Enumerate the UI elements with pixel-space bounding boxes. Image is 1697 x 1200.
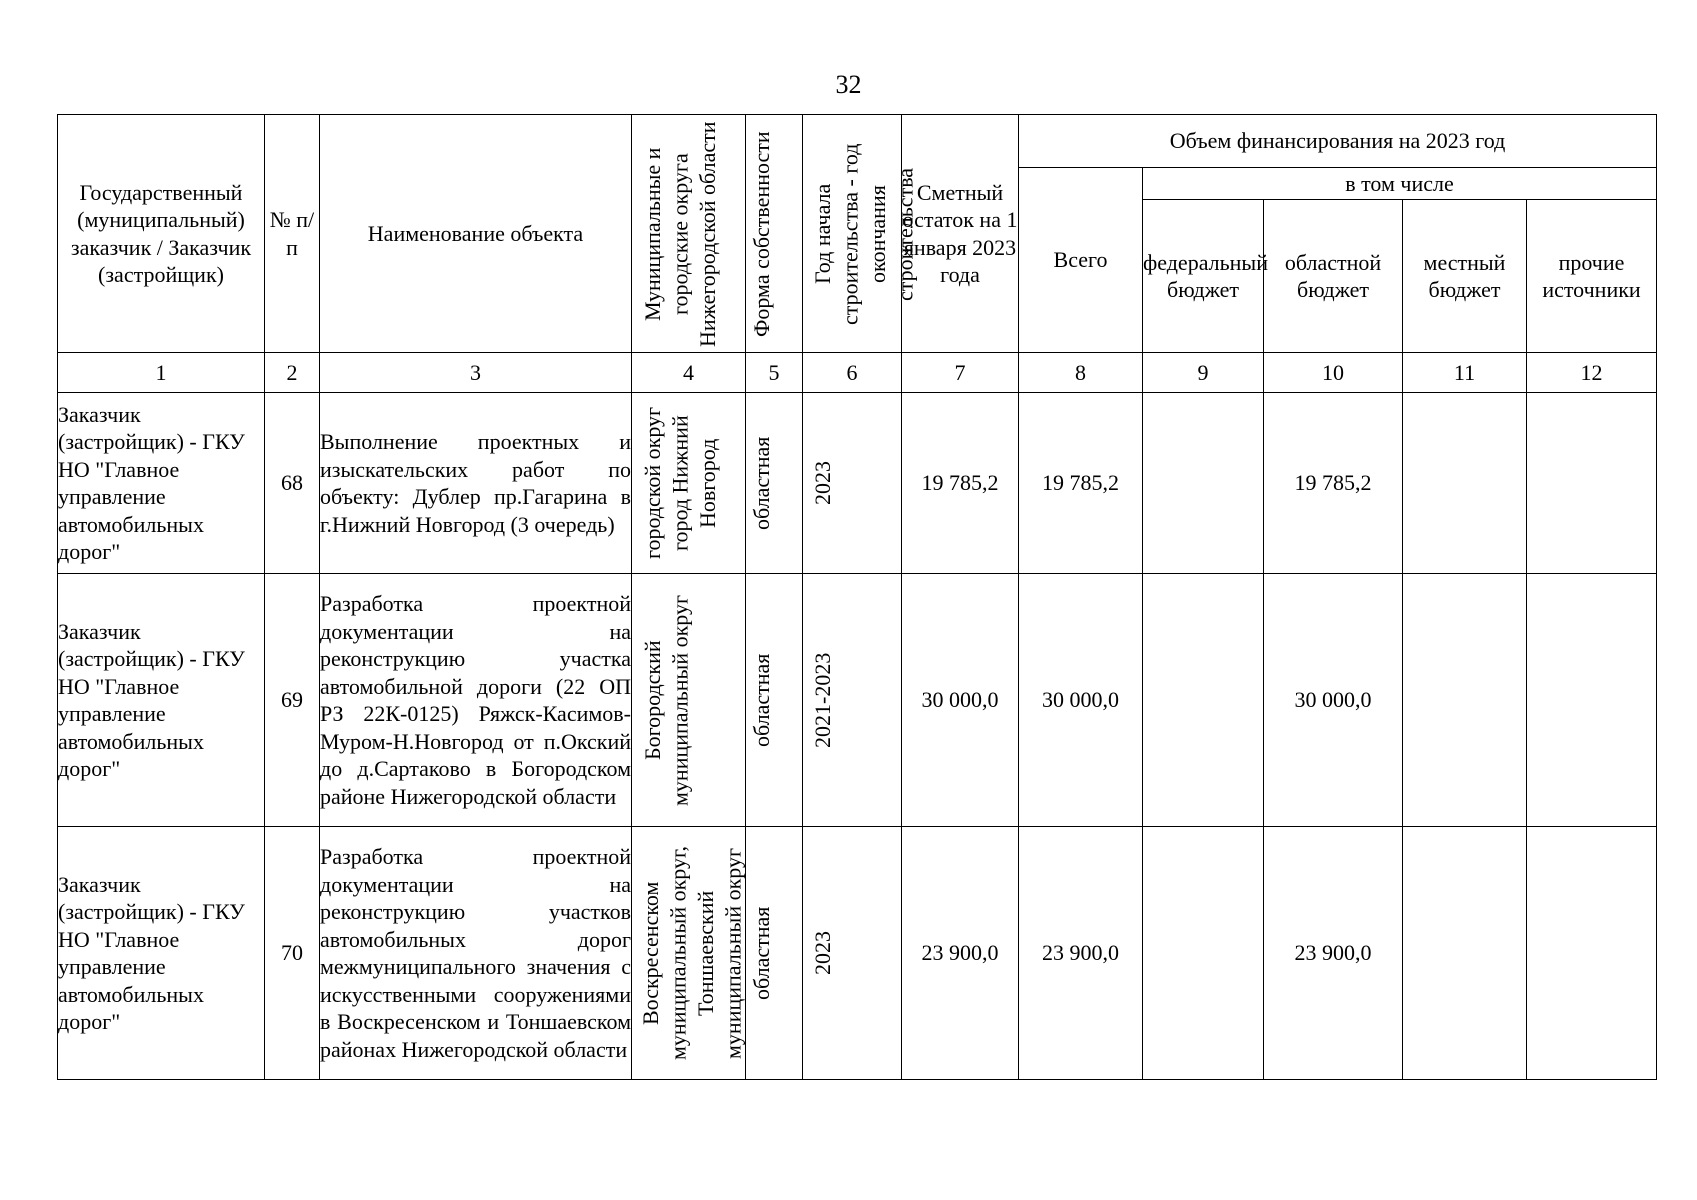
header-ownership-text: Форма собственности	[749, 130, 774, 337]
row-municipal	[632, 827, 746, 1080]
row-local	[1403, 574, 1527, 827]
row-regional: 19 785,2	[1264, 393, 1403, 574]
column-number-row	[58, 353, 1657, 393]
header-federal: федеральный бюджет	[1143, 200, 1264, 353]
row-ownership-text: областная	[749, 653, 774, 747]
row-regional: 30 000,0	[1264, 574, 1403, 827]
table-row	[58, 827, 1657, 1080]
header-regional: областной бюджет	[1264, 200, 1403, 353]
col-num-11: 11	[1403, 353, 1527, 393]
row-total: 30 000,0	[1019, 574, 1143, 827]
header-financing: Объем финансирования на 2023 год	[1019, 115, 1657, 168]
row-num: 70	[265, 827, 320, 1080]
row-years-text: 2023	[810, 461, 835, 505]
header-local: местный бюджет	[1403, 200, 1527, 353]
row-federal	[1143, 393, 1264, 574]
row-local	[1403, 393, 1527, 574]
row-years	[803, 827, 902, 1080]
header-including: в том числе	[1143, 168, 1657, 200]
header-object-name: Наименование объекта	[320, 115, 632, 353]
header-customer: Государственный (муниципальный) заказчик / Заказчик (застройщик)	[58, 115, 265, 353]
header-years-text: Год начала строительства - год окончания строительства	[810, 142, 918, 325]
row-municipal-text: Богородский муниципальный округ	[639, 594, 692, 806]
row-municipal	[632, 574, 746, 827]
row-num: 68	[265, 393, 320, 574]
row-ownership	[746, 827, 803, 1080]
row-ownership-text: областная	[749, 436, 774, 530]
row-other	[1527, 574, 1657, 827]
col-num-10: 10	[1264, 353, 1403, 393]
col-num-2: 2	[265, 353, 320, 393]
row-municipal	[632, 393, 746, 574]
row-customer: Заказчик (застройщик) - ГКУ НО "Главное управление автомобильных дорог"	[58, 393, 265, 574]
row-municipal-text: Воскресенском муниципальный округ, Тоншаевский муниципальный округ	[637, 845, 745, 1061]
row-federal	[1143, 574, 1264, 827]
row-object: Разработка проектной документации на реконструкцию участка автомобильной дороги (22 ОП РЗ 22К-0125) Ряжск-Касимов-Муром-Н.Новгород от п.Окский до д.Сартаково в Богородском районе Нижегородской области	[320, 574, 632, 827]
row-other	[1527, 827, 1657, 1080]
row-other	[1527, 393, 1657, 574]
header-municipal-text: Муниципальные и городские округа Нижегородской области	[639, 120, 720, 347]
table-row	[58, 393, 1657, 574]
row-ownership	[746, 574, 803, 827]
row-ownership	[746, 393, 803, 574]
col-num-8: 8	[1019, 353, 1143, 393]
header-municipal	[632, 115, 746, 353]
header-years	[803, 115, 918, 353]
investment-table	[57, 114, 1657, 1080]
table-row	[58, 574, 1657, 827]
row-object: Разработка проектной документации на реконструкцию участков автомобильных дорог межмуниципального значения с искусственными сооружениями в Воскресенском и Тоншаевском районах Нижегородской области	[320, 827, 632, 1080]
row-years-text: 2023	[810, 931, 835, 975]
header-num: № п/п	[265, 115, 320, 353]
header-total: Всего	[1019, 168, 1143, 353]
row-ownership-text: областная	[749, 906, 774, 1000]
row-local	[1403, 827, 1527, 1080]
row-num: 69	[265, 574, 320, 827]
row-years	[803, 574, 902, 827]
row-object: Выполнение проектных и изыскательских работ по объекту: Дублер пр.Гагарина в г.Нижний Новгород (3 очередь)	[320, 393, 632, 574]
row-customer: Заказчик (застройщик) - ГКУ НО "Главное управление автомобильных дорог"	[58, 574, 265, 827]
col-num-7: 7	[902, 353, 1019, 393]
row-estimate: 19 785,2	[902, 393, 1019, 574]
row-municipal-text: городской округ город Нижний Новгород	[639, 406, 720, 560]
row-total: 19 785,2	[1019, 393, 1143, 574]
header-other: прочие источники	[1527, 200, 1657, 353]
col-num-4: 4	[632, 353, 746, 393]
col-num-1: 1	[58, 353, 265, 393]
page-number: 32	[835, 70, 862, 99]
header-estimate: Сметный остаток на 1 января 2023 года	[902, 115, 1019, 353]
row-federal	[1143, 827, 1264, 1080]
row-estimate: 30 000,0	[902, 574, 1019, 827]
row-years	[803, 393, 902, 574]
row-estimate: 23 900,0	[902, 827, 1019, 1080]
row-years-text: 2021-2023	[810, 652, 835, 748]
col-num-9: 9	[1143, 353, 1264, 393]
col-num-5: 5	[746, 353, 803, 393]
col-num-6: 6	[803, 353, 902, 393]
col-num-12: 12	[1527, 353, 1657, 393]
row-total: 23 900,0	[1019, 827, 1143, 1080]
header-ownership	[746, 115, 803, 353]
col-num-3: 3	[320, 353, 632, 393]
row-customer: Заказчик (застройщик) - ГКУ НО "Главное управление автомобильных дорог"	[58, 827, 265, 1080]
row-regional: 23 900,0	[1264, 827, 1403, 1080]
